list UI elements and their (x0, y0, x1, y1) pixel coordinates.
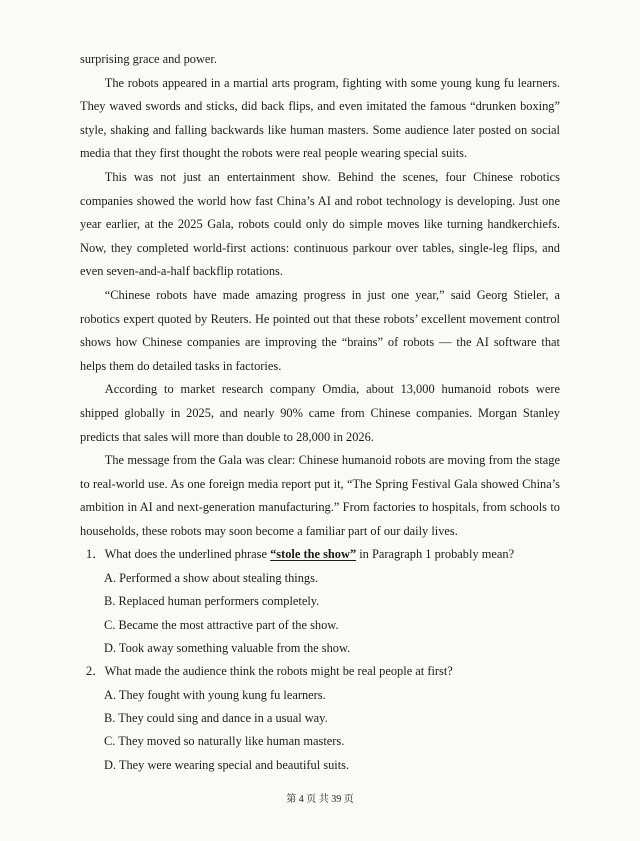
answer-option-d: D. Took away something valuable from the show. (104, 640, 351, 655)
page-footer: 第 4 页 共 39 页 (286, 794, 354, 805)
reading-passage (80, 48, 560, 543)
answer-option-a: A. They fought with young kung fu learners. (104, 687, 326, 702)
question-number: 2． (86, 664, 105, 679)
passage-paragraph: According to market research company Omdia, about 13,000 humanoid robots were shipped globally in 2025, and nearly 90% came from Chinese companies. Morgan Stanley predicts that sales will more than double to 28,000 in 2026. (80, 382, 560, 444)
question-1 (80, 543, 560, 660)
answer-option-d: D. They were wearing special and beautiful suits. (104, 757, 350, 772)
question-number: 1． (86, 547, 105, 562)
underlined-phrase: “stole the show” (270, 547, 357, 562)
passage-paragraph: The robots appeared in a martial arts program, fighting with some young kung fu learners. They waved swords and sticks, did back flips, and even imitated the famous “drunken boxing” style, shaking and falling backwards like human masters. Some audience later posted on social media that they first thought the robots were real people wearing special suits. (80, 75, 560, 161)
question-text: What made the audience think the robots might be real people at first? (104, 664, 453, 679)
answer-option-b: B. Replaced human performers completely. (104, 594, 320, 609)
question-stem (80, 660, 560, 684)
question-text: What does the underlined phrase (104, 547, 271, 562)
answer-option-b: B. They could sing and dance in a usual way. (104, 711, 328, 726)
answer-option-a: A. Performed a show about stealing things. (104, 571, 319, 586)
passage-paragraph: This was not just an entertainment show. Behind the scenes, four Chinese robotics companies showed the world how fast China’s AI and robot technology is developing. Just one year earlier, at the 2025 Gala, robots could only do simple moves like turning handkerchiefs. Now, they completed world-first actions: continuous parkour over tables, single-leg flips, and even seven-and-a-half backflip rotations. (80, 169, 560, 279)
passage-paragraph: The message from the Gala was clear: Chinese humanoid robots are moving from the stage to real-world use. As one foreign media report put it, “The Spring Festival Gala showed China’s ambition in AI and next-generation manufacturing.” From factories to hospitals, from schools to households, these robots may soon become a familiar part of our daily lives. (80, 453, 560, 538)
question-list (80, 543, 560, 777)
question-2 (80, 660, 560, 777)
passage-paragraph-continued: surprising grace and power. (80, 52, 217, 66)
answer-option-c: C. They moved so naturally like human masters. (104, 734, 345, 749)
passage-paragraph: “Chinese robots have made amazing progress in just one year,” said Georg Stieler, a robotics expert quoted by Reuters. He pointed out that these robots’ excellent movement control shows how Chinese companies are improving the “brains” of robots — the AI software that helps them do detailed tasks in factories. (80, 287, 560, 373)
question-text: in Paragraph 1 probably mean? (356, 547, 515, 562)
question-stem (80, 543, 560, 567)
answer-option-c: C. Became the most attractive part of the show. (104, 617, 339, 632)
